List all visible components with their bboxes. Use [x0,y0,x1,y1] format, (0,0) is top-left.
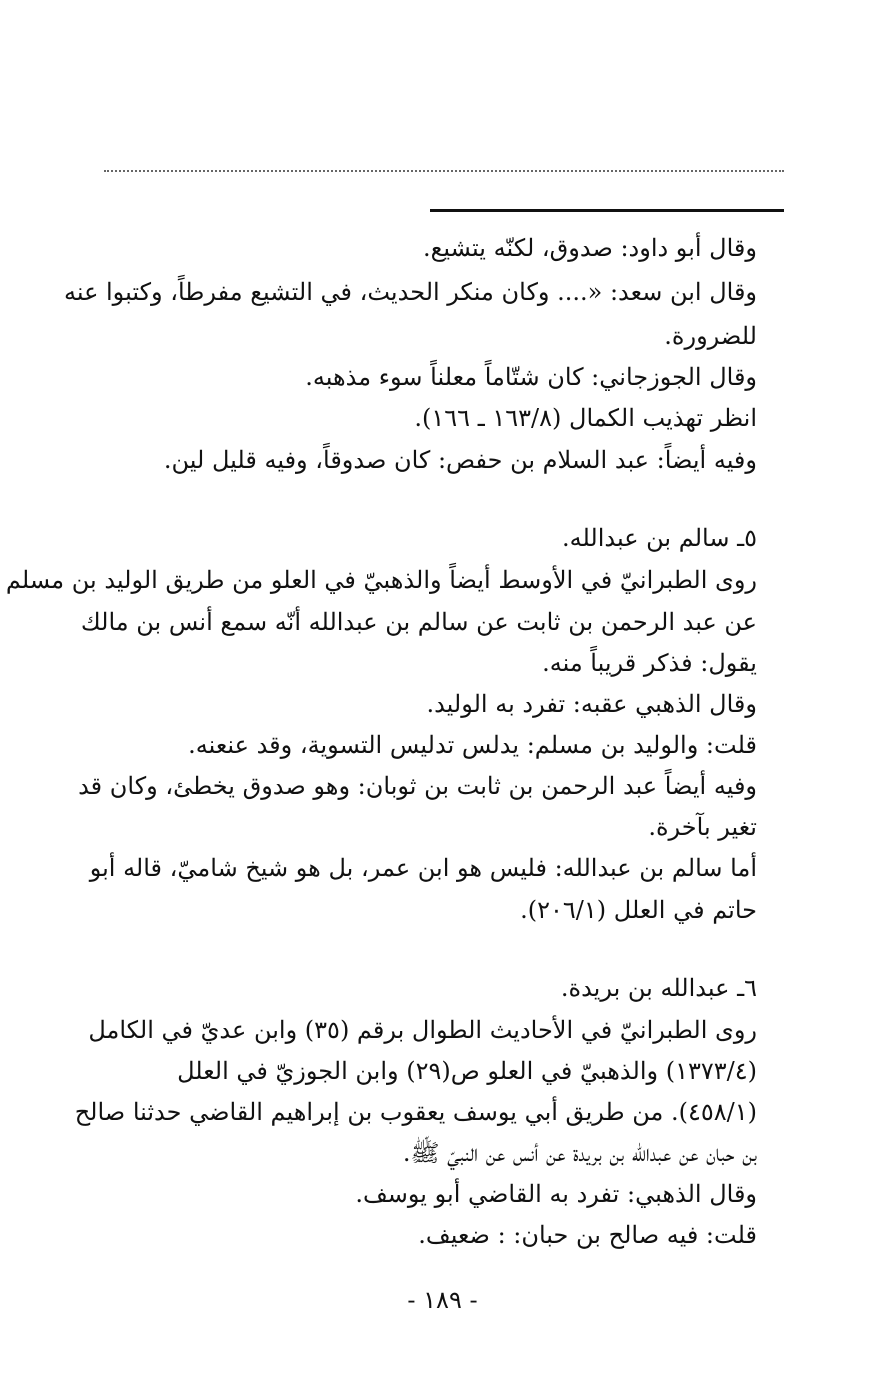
body-line: بن حبان عن عبدالله بن بريدة عن أنس عن النبيّ ﷺ. [402,1139,757,1167]
section-heading: ٦ـ عبدالله بن بريدة. [560,974,757,1002]
body-line: قلت: فيه صالح بن حبان: : ضعيف. [418,1221,757,1249]
body-line: وقال الذهبي: تفرد به القاضي أبو يوسف. [355,1180,757,1208]
section-heading: ٥ـ سالم بن عبدالله. [561,524,757,552]
footnote-line: وقال الجوزجاني: كان شتّاماً معلناً سوء مذهبه. [305,363,757,391]
body-line: يقول: فذكر قريباً منه. [542,649,757,677]
body-line: (٤٥٨/١). من طريق أبي يوسف يعقوب بن إبراهيم القاضي حدثنا صالح [74,1098,757,1126]
body-line: وفيه أيضاً عبد الرحمن بن ثابت بن ثوبان: وهو صدوق يخطئ، وكان قد [78,772,757,800]
body-line: تغير بآخرة. [648,813,757,841]
body-line: قلت: والوليد بن مسلم: يدلس تدليس التسوية، وقد عنعنه. [188,731,757,759]
footnote-line: للضرورة. [664,322,757,350]
body-line: روى الطبرانيّ في الأحاديث الطوال برقم (٣٥) وابن عديّ في الكامل [88,1016,757,1044]
footnote-rule [430,209,784,212]
dotted-separator [104,170,784,172]
page-number: - ١٨٩ - [407,1286,478,1314]
body-line: وقال الذهبي عقبه: تفرد به الوليد. [426,690,757,718]
body-line: عن عبد الرحمن بن ثابت عن سالم بن عبدالله أنّه سمع أنس بن مالك [80,608,757,636]
body-line: حاتم في العلل (٢٠٦/١). [520,896,757,924]
body-line: روى الطبرانيّ في الأوسط أيضاً والذهبيّ في العلو من طريق الوليد بن مسلم [5,566,757,594]
body-line: (١٣٧٣/٤) والذهبيّ في العلو ص(٢٩) وابن الجوزيّ في العلل [177,1057,757,1085]
footnote-line: انظر تهذيب الكمال (١٦٣/٨ ـ ١٦٦). [414,404,757,432]
footnote-line: وقال أبو داود: صدوق، لكنّه يتشيع. [422,234,757,262]
body-line: أما سالم بن عبدالله: فليس هو ابن عمر، بل هو شيخ شاميّ، قاله أبو [89,854,757,882]
footnote-line: وفيه أيضاً: عبد السلام بن حفص: كان صدوقاً، وفيه قليل لين. [163,446,757,474]
footnote-line: وقال ابن سعد: «.... وكان منكر الحديث، في التشيع مفرطاً، وكتبوا عنه [63,278,757,306]
